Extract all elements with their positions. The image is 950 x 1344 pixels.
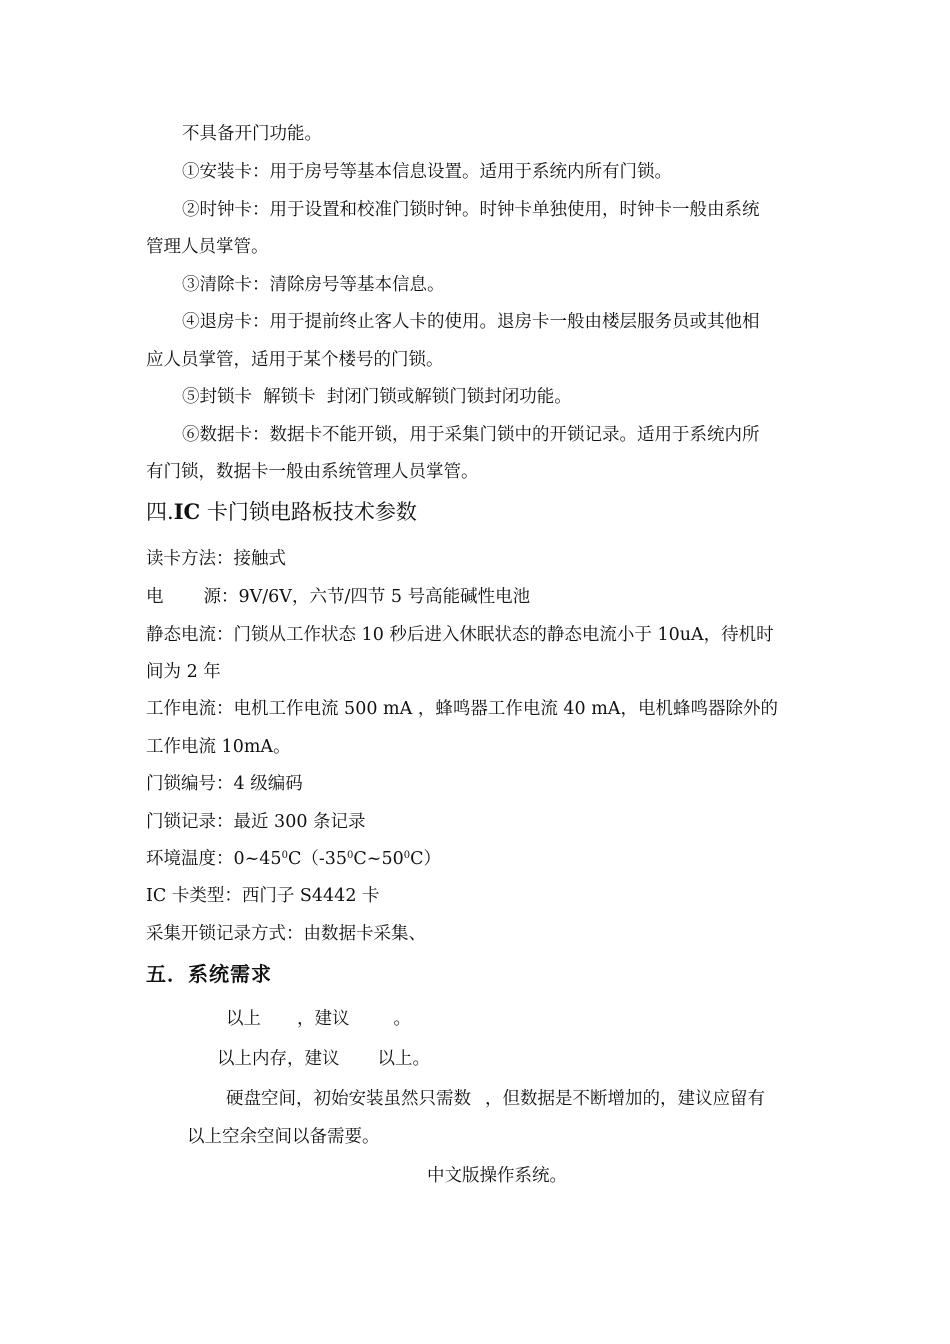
item-clear-card: ③清除卡：清除房号等基本信息。	[182, 275, 445, 295]
item-data-card-line1: ⑥数据卡：数据卡不能开锁，用于采集门锁中的开锁记录。适用于系统内所	[182, 425, 760, 445]
req-os: 中文版操作系统。	[427, 1166, 567, 1186]
section5-heading: 五．系统需求	[146, 962, 272, 986]
param-work-current-line2: 工作电流 10mA。	[146, 737, 291, 757]
item-checkout-card-line1: ④退房卡：用于提前终止客人卡的使用。退房卡一般由楼层服务员或其他相	[182, 312, 760, 332]
param-card-type: IC 卡类型：西门子 S4442 卡	[146, 886, 380, 906]
param-static-current-line1: 静态电流：门锁从工作状态 10 秒后进入休眠状态的静态电流小于 10uA，待机时	[146, 625, 774, 645]
temp-prefix: 环境温度：0~45	[146, 849, 282, 869]
temp-part1: C（-35	[287, 849, 348, 869]
degree-mark: 0	[403, 850, 411, 861]
item-data-card-line2: 有门锁，数据卡一般由系统管理人员掌管。	[146, 462, 479, 482]
param-power-value: 源：9V/6V，六节/四节 5 号高能碱性电池	[203, 587, 531, 607]
temp-part3: C）	[410, 849, 441, 869]
req-cpu-b: ，建议	[297, 1009, 350, 1029]
item-clock-card-line2: 管理人员掌管。	[146, 237, 269, 257]
param-power	[146, 583, 530, 608]
req-disk-line2: 以上空余空间以备需要。	[187, 1127, 380, 1147]
param-collect-method: 采集开锁记录方式：由数据卡采集、	[146, 924, 426, 944]
param-static-current-line2: 间为 2 年	[146, 662, 221, 682]
paragraph-continued: 不具备开门功能。	[182, 124, 322, 144]
req-mem-a: 以上内存，建议	[217, 1049, 340, 1069]
item-install-card: ①安装卡：用于房号等基本信息设置。适用于系统内所有门锁。	[182, 162, 672, 182]
section4-heading	[146, 496, 417, 526]
section4-heading-bold: IC	[173, 499, 201, 524]
req-disk-b: ，但数据是不断增加的，建议应留有	[485, 1089, 765, 1109]
item-clock-card-line1: ②时钟卡：用于设置和校准门锁时钟。时钟卡单独使用，时钟卡一般由系统	[182, 200, 760, 220]
req-cpu-a: 以上	[226, 1009, 261, 1029]
section4-heading-rest: 卡门锁电路板技术参数	[200, 500, 417, 524]
param-temperature	[146, 845, 441, 870]
section4-heading-prefix: 四.	[146, 500, 174, 524]
req-cpu-c: 。	[393, 1009, 411, 1029]
param-work-current-line1: 工作电流：电机工作电流 500 mA ，蜂鸣器工作电流 40 mA，电机蜂鸣器除外的	[146, 699, 778, 719]
param-read-method: 读卡方法：接触式	[146, 549, 286, 569]
item-lock-unlock-card: ⑤封锁卡 解锁卡 封闭门锁或解锁门锁封闭功能。	[182, 387, 572, 407]
param-power-label: 电	[146, 587, 164, 607]
item-checkout-card-line2: 应人员掌管，适用于某个楼号的门锁。	[146, 350, 444, 370]
temp-part2: C~50	[353, 849, 404, 869]
req-mem-b: 以上。	[377, 1049, 430, 1069]
param-lock-code: 门锁编号：4 级编码	[146, 774, 303, 794]
req-disk-line1	[226, 1085, 765, 1110]
req-disk-a: 硬盘空间，初始安装虽然只需数	[226, 1089, 471, 1109]
req-cpu	[226, 1005, 411, 1030]
degree-mark: 0	[281, 850, 288, 861]
req-memory	[217, 1045, 430, 1070]
param-lock-record: 门锁记录：最近 300 条记录	[146, 812, 366, 832]
degree-mark: 0	[347, 850, 354, 861]
